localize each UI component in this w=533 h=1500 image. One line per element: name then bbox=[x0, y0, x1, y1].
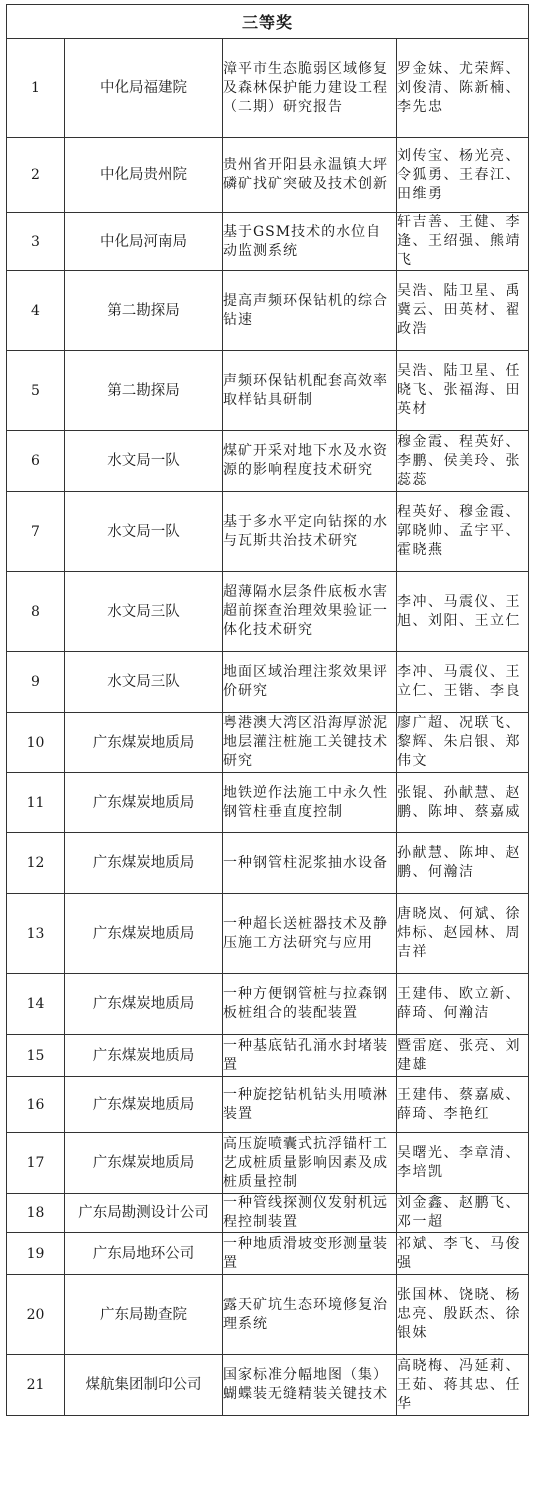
organization-cell: 广东煤炭地质局 bbox=[65, 833, 223, 894]
table-row bbox=[7, 833, 529, 894]
project-cell: 一种超长送桩器技术及静压施工方法研究与应用 bbox=[223, 894, 397, 974]
project-cell: 露天矿坑生态环境修复治理系统 bbox=[223, 1275, 397, 1355]
project-cell: 煤矿开采对地下水及水资源的影响程度技术研究 bbox=[223, 431, 397, 492]
row-number: 2 bbox=[7, 138, 65, 213]
row-number: 14 bbox=[7, 974, 65, 1035]
authors-cell: 暨雷庭、张亮、刘建雄 bbox=[397, 1035, 529, 1077]
project-cell: 基于多水平定向钻探的水与瓦斯共治技术研究 bbox=[223, 492, 397, 572]
row-number: 21 bbox=[7, 1355, 65, 1416]
authors-cell: 廖广超、况联飞、黎辉、朱启银、郑伟文 bbox=[397, 713, 529, 773]
row-number: 12 bbox=[7, 833, 65, 894]
table-row bbox=[7, 773, 529, 833]
row-number: 7 bbox=[7, 492, 65, 572]
organization-cell: 广东局地环公司 bbox=[65, 1233, 223, 1275]
project-cell: 漳平市生态脆弱区域修复及森林保护能力建设工程（二期）研究报告 bbox=[223, 39, 397, 138]
organization-cell: 煤航集团制印公司 bbox=[65, 1355, 223, 1416]
row-number: 1 bbox=[7, 39, 65, 138]
authors-cell: 李冲、马震仪、王旭、刘阳、王立仁 bbox=[397, 572, 529, 652]
project-cell: 声频环保钻机配套高效率取样钻具研制 bbox=[223, 351, 397, 431]
project-cell: 一种管线探测仪发射机远程控制装置 bbox=[223, 1194, 397, 1233]
table-row bbox=[7, 1133, 529, 1194]
row-number: 9 bbox=[7, 652, 65, 713]
project-cell: 一种方便钢管桩与拉森钢板桩组合的装配装置 bbox=[223, 974, 397, 1035]
authors-cell: 李冲、马震仪、王立仁、王锴、李良 bbox=[397, 652, 529, 713]
project-cell: 地铁逆作法施工中永久性钢管柱垂直度控制 bbox=[223, 773, 397, 833]
authors-cell: 轩吉善、王健、李逢、王绍强、熊靖飞 bbox=[397, 213, 529, 271]
organization-cell: 水文局一队 bbox=[65, 431, 223, 492]
organization-cell: 广东煤炭地质局 bbox=[65, 894, 223, 974]
project-cell: 地面区域治理注浆效果评价研究 bbox=[223, 652, 397, 713]
table-row bbox=[7, 1194, 529, 1233]
authors-cell: 罗金妹、尤荣辉、刘俊清、陈新楠、李先忠 bbox=[397, 39, 529, 138]
table-row bbox=[7, 39, 529, 138]
table-row bbox=[7, 271, 529, 351]
authors-cell: 程英好、穆金霞、郭晓帅、孟宇平、霍晓燕 bbox=[397, 492, 529, 572]
organization-cell: 中化局贵州院 bbox=[65, 138, 223, 213]
authors-cell: 刘金鑫、赵鹏飞、邓一超 bbox=[397, 1194, 529, 1233]
project-cell: 粤港澳大湾区沿海厚淤泥地层灌注桩施工关键技术研究 bbox=[223, 713, 397, 773]
project-cell: 一种旋挖钻机钻头用喷淋装置 bbox=[223, 1077, 397, 1133]
project-cell: 一种地质滑坡变形测量装置 bbox=[223, 1233, 397, 1275]
organization-cell: 水文局三队 bbox=[65, 652, 223, 713]
project-cell: 超薄隔水层条件底板水害超前探查治理效果验证一体化技术研究 bbox=[223, 572, 397, 652]
authors-cell: 张锟、孙献慧、赵鹏、陈坤、蔡嘉威 bbox=[397, 773, 529, 833]
project-cell: 一种钢管柱泥浆抽水设备 bbox=[223, 833, 397, 894]
authors-cell: 吴浩、陆卫星、任晓飞、张福海、田英材 bbox=[397, 351, 529, 431]
authors-cell: 吴曙光、李章清、李培凯 bbox=[397, 1133, 529, 1194]
row-number: 11 bbox=[7, 773, 65, 833]
organization-cell: 广东煤炭地质局 bbox=[65, 974, 223, 1035]
table-row bbox=[7, 1355, 529, 1416]
table-row bbox=[7, 1233, 529, 1275]
row-number: 8 bbox=[7, 572, 65, 652]
table-row bbox=[7, 431, 529, 492]
row-number: 16 bbox=[7, 1077, 65, 1133]
award-table-body bbox=[7, 5, 529, 1416]
table-row bbox=[7, 652, 529, 713]
table-row bbox=[7, 351, 529, 431]
authors-cell: 吴浩、陆卫星、禹冀云、田英材、翟政浩 bbox=[397, 271, 529, 351]
table-title-row bbox=[7, 5, 529, 39]
organization-cell: 广东煤炭地质局 bbox=[65, 1035, 223, 1077]
row-number: 13 bbox=[7, 894, 65, 974]
table-row bbox=[7, 894, 529, 974]
row-number: 19 bbox=[7, 1233, 65, 1275]
authors-cell: 张国林、饶晓、杨忠亮、殷跃杰、徐银妹 bbox=[397, 1275, 529, 1355]
project-cell: 一种基底钻孔涌水封堵装置 bbox=[223, 1035, 397, 1077]
organization-cell: 中化局河南局 bbox=[65, 213, 223, 271]
row-number: 4 bbox=[7, 271, 65, 351]
project-cell: 高压旋喷囊式抗浮锚杆工艺成桩质量影响因素及成桩质量控制 bbox=[223, 1133, 397, 1194]
organization-cell: 水文局一队 bbox=[65, 492, 223, 572]
project-cell: 贵州省开阳县永温镇大坪磷矿找矿突破及技术创新 bbox=[223, 138, 397, 213]
authors-cell: 唐晓岚、何斌、徐炜标、赵园林、周吉祥 bbox=[397, 894, 529, 974]
row-number: 10 bbox=[7, 713, 65, 773]
authors-cell: 孙献慧、陈坤、赵鹏、何瀚洁 bbox=[397, 833, 529, 894]
table-row bbox=[7, 572, 529, 652]
table-row bbox=[7, 974, 529, 1035]
table-row bbox=[7, 713, 529, 773]
award-table bbox=[6, 4, 529, 1416]
row-number: 18 bbox=[7, 1194, 65, 1233]
table-row bbox=[7, 213, 529, 271]
row-number: 15 bbox=[7, 1035, 65, 1077]
table-row bbox=[7, 1275, 529, 1355]
organization-cell: 水文局三队 bbox=[65, 572, 223, 652]
row-number: 17 bbox=[7, 1133, 65, 1194]
organization-cell: 广东煤炭地质局 bbox=[65, 1133, 223, 1194]
table-row bbox=[7, 492, 529, 572]
organization-cell: 广东煤炭地质局 bbox=[65, 713, 223, 773]
organization-cell: 广东煤炭地质局 bbox=[65, 1077, 223, 1133]
row-number: 3 bbox=[7, 213, 65, 271]
project-cell: 基于GSM技术的水位自动监测系统 bbox=[223, 213, 397, 271]
row-number: 6 bbox=[7, 431, 65, 492]
organization-cell: 广东局勘测设计公司 bbox=[65, 1194, 223, 1233]
organization-cell: 中化局福建院 bbox=[65, 39, 223, 138]
table-row bbox=[7, 1077, 529, 1133]
authors-cell: 祁斌、李飞、马俊强 bbox=[397, 1233, 529, 1275]
authors-cell: 高晓梅、冯延莉、王茹、蒋其忠、任华 bbox=[397, 1355, 529, 1416]
organization-cell: 广东煤炭地质局 bbox=[65, 773, 223, 833]
authors-cell: 刘传宝、杨光亮、令狐勇、王春江、田维勇 bbox=[397, 138, 529, 213]
authors-cell: 王建伟、欧立新、薛琦、何瀚洁 bbox=[397, 974, 529, 1035]
project-cell: 提高声频环保钻机的综合钻速 bbox=[223, 271, 397, 351]
table-row bbox=[7, 1035, 529, 1077]
row-number: 5 bbox=[7, 351, 65, 431]
authors-cell: 王建伟、蔡嘉威、薛琦、李艳红 bbox=[397, 1077, 529, 1133]
table-row bbox=[7, 138, 529, 213]
organization-cell: 广东局勘查院 bbox=[65, 1275, 223, 1355]
authors-cell: 穆金霞、程英好、李鹏、侯美玲、张蕊蕊 bbox=[397, 431, 529, 492]
project-cell: 国家标准分幅地图（集）蝴蝶装无缝精装关键技术 bbox=[223, 1355, 397, 1416]
table-title: 三等奖 bbox=[7, 5, 529, 39]
organization-cell: 第二勘探局 bbox=[65, 351, 223, 431]
row-number: 20 bbox=[7, 1275, 65, 1355]
organization-cell: 第二勘探局 bbox=[65, 271, 223, 351]
